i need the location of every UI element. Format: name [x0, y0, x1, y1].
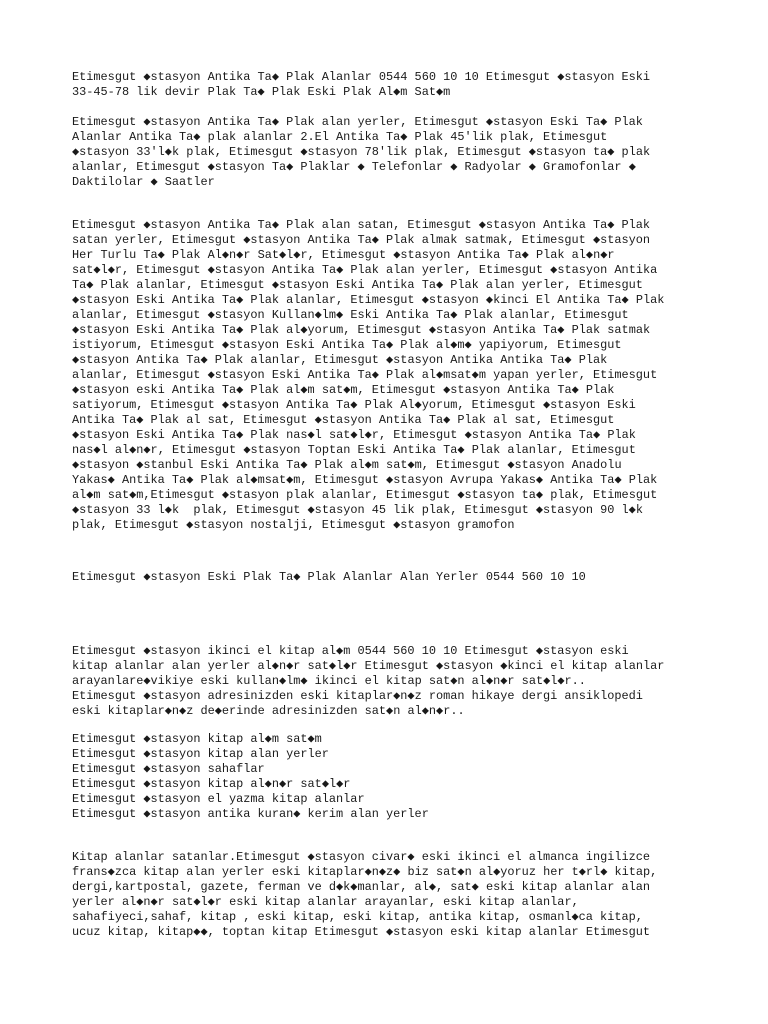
- paragraph-plak-intro: Etimesgut ◆stasyon Antika Ta◆ Plak Alanlar 0544 560 10 10 Etimesgut ◆stasyon Eski 33-45-78 lik devir Plak Ta◆ Plak Eski Plak Al◆m Sat◆m: [72, 70, 651, 99]
- paragraph-plak-keywords: Etimesgut ◆stasyon Antika Ta◆ Plak alan satan, Etimesgut ◆stasyon Antika Ta◆ Plak satan yerler, Etimesgut ◆stasyon Antika Ta◆ Plak almak satmak, Etimesgut ◆stasyon Her Turlu Ta◆ Plak Al◆n◆r Sat◆l◆r, Etimesgut ◆stasyon Antika Ta◆ Plak al◆n◆r sat◆l◆r, Etimesgut ◆stasyon Antika Ta◆ Plak alan yerler, Etimesgut ◆stasyon Antika Ta◆ Plak alanlar, Etimesgut ◆stasyon Eski Antika Ta◆ Plak alan yerler, Etimesgut ◆stasyon Eski Antika Ta◆ Plak alanlar, Etimesgut ◆stasyon ◆kinci El Antika Ta◆ Plak alanlar, Etimesgut ◆stasyon Kullan◆lm◆ Eski Antika Ta◆ Plak alanlar, Etimesgut ◆stasyon Eski Antika Ta◆ Plak al◆yorum, Etimesgut ◆stasyon Antika Ta◆ Plak satmak istiyorum, Etimesgut ◆stasyon Eski Antika Ta◆ Plak al◆m◆ yapiyorum, Etimesgut ◆stasyon Antika Ta◆ Plak alanlar, Etimesgut ◆stasyon Antika Antika Ta◆ Plak alanlar, Etimesgut ◆stasyon Eski Antika Ta◆ Plak al◆msat◆m yapan yerler, Etimesgut ◆stasyon eski Antika Ta◆ Plak al◆m sat◆m, Etimesgut ◆stasyon Antika Ta◆ Plak satiyorum, Etimesgut ◆stasyon Antika Ta◆ Plak Al◆yorum, Etimesgut ◆stasyon Eski Antika Ta◆ Plak al sat, Etimesgut ◆stasyon Antika Ta◆ Plak al sat, Etimesgut ◆stasyon Eski Antika Ta◆ Plak nas◆l sat◆l◆r, Etimesgut ◆stasyon Antika Ta◆ Plak nas◆l al◆n◆r, Etimesgut ◆stasyon Toptan Eski Antika Ta◆ Plak alanlar, Etimesgut ◆stasyon ◆stanbul Eski Antika Ta◆ Plak al◆m sat◆m, Etimesgut ◆stasyon Anadolu Yakas◆ Antika Ta◆ Plak al◆msat◆m, Etimesgut ◆stasyon Avrupa Yakas◆ Antika Ta◆ Plak al◆m sat◆m,Etimesgut ◆stasyon plak alanlar, Etimesgut ◆stasyon ta◆ plak, Etimesgut ◆stasyon 33 l◆k plak, Etimesgut ◆stasyon 45 lik plak, Etimesgut ◆stasyon 90 l◆k plak, Etimesgut ◆stasyon nostalji, Etimesgut ◆stasyon gramofon: [72, 218, 665, 532]
- paragraph-kitap-keywords: Kitap alanlar satanlar.Etimesgut ◆stasyon civar◆ eski ikinci el almanca ingilizce frans◆zca kitap alan yerler eski kitaplar◆n◆z◆ biz sat◆n al◆yoruz her t◆rl◆ kitap, dergi,kartpostal, gazete, ferman ve d◆k◆manlar, al◆, sat◆ eski kitap alanlar alan yerler al◆n◆r sat◆l◆r eski kitap alanlar arayanlar, eski kitap alanlar, sahafiyeci,sahaf, kitap , eski kitap, eski kitap, antika kitap, osmanl◆ca kitap, ucuz kitap, kitap◆◆, toptan kitap Etimesgut ◆stasyon eski kitap alanlar Etimesgut: [72, 850, 658, 939]
- paragraph-eski-plak-heading: Etimesgut ◆stasyon Eski Plak Ta◆ Plak Alanlar Alan Yerler 0544 560 10 10: [72, 570, 586, 584]
- paragraph-kitap-list: Etimesgut ◆stasyon kitap al◆m sat◆m Etimesgut ◆stasyon kitap alan yerler Etimesgut ◆stasyon sahaflar Etimesgut ◆stasyon kitap al◆n◆r sat◆l◆r Etimesgut ◆stasyon el yazma kitap alanlar Etimesgut ◆stasyon antika kuran◆ kerim alan yerler: [72, 732, 429, 821]
- paragraph-kitap-intro: Etimesgut ◆stasyon ikinci el kitap al◆m 0544 560 10 10 Etimesgut ◆stasyon eski kitap alanlar alan yerler al◆n◆r sat◆l◆r Etimesgut ◆stasyon ◆kinci el kitap alanlar arayanlare◆vikiye eski kullan◆lm◆ ikinci el kitap sat◆n al◆n◆r sat◆l◆r.. Etimesgut ◆stasyon adresinizden eski kitaplar◆n◆z roman hikaye dergi ansiklopedi eski kitaplar◆n◆z de◆erinde adresinizden sat◆n al◆n◆r..: [72, 644, 665, 718]
- paragraph-plak-alan-yerler: Etimesgut ◆stasyon Antika Ta◆ Plak alan yerler, Etimesgut ◆stasyon Eski Ta◆ Plak Alanlar Antika Ta◆ plak alanlar 2.El Antika Ta◆ Plak 45'lik plak, Etimesgut ◆stasyon 33'l◆k plak, Etimesgut ◆stasyon 78'lik plak, Etimesgut ◆stasyon ta◆ plak alanlar, Etimesgut ◆stasyon Ta◆ Plaklar ◆ Telefonlar ◆ Radyolar ◆ Gramofonlar ◆ Daktilolar ◆ Saatler: [72, 115, 651, 189]
